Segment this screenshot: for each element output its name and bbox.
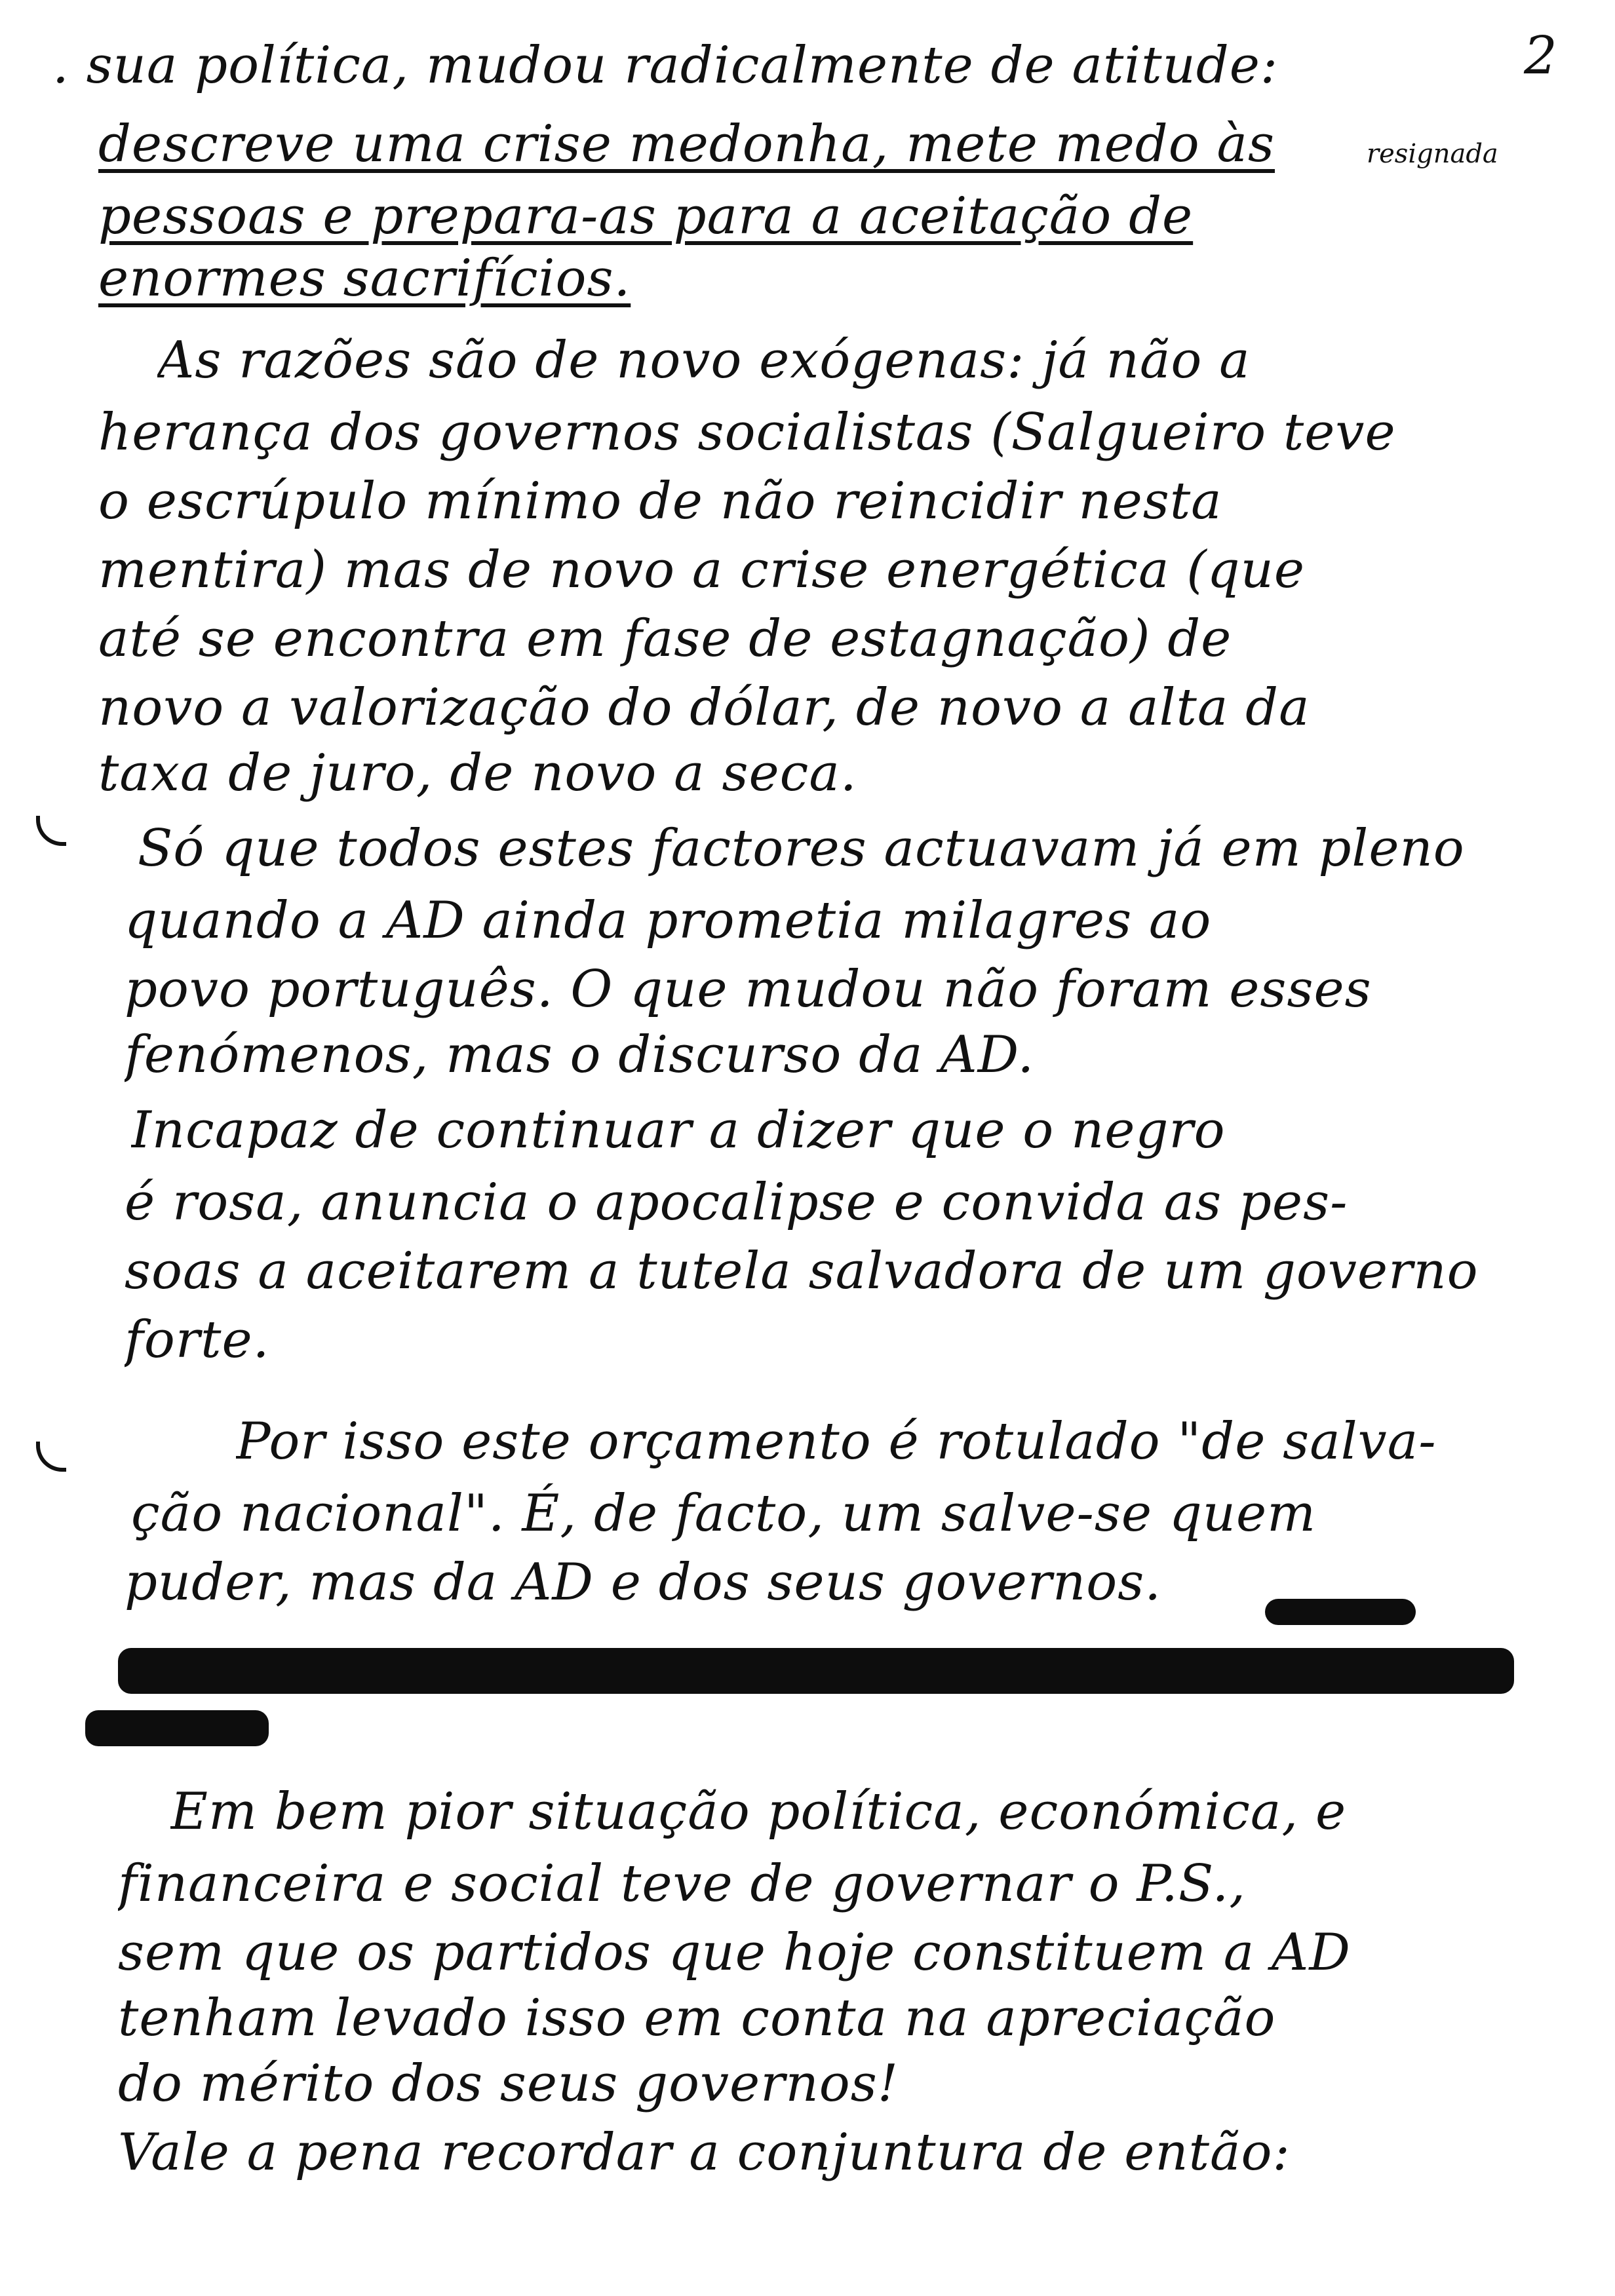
text-line-27: sem que os partidos que hoje constituem a AD bbox=[118, 1923, 1351, 1982]
text-line-14: povo português. O que mudou não foram esses bbox=[125, 960, 1372, 1019]
text-line-6: herança dos governos socialistas (Salgueiro teve bbox=[98, 403, 1396, 462]
text-line-10: novo a valorização do dólar, de novo a alta da bbox=[98, 678, 1310, 737]
text-line-2: descreve uma crise medonha, mete medo às bbox=[98, 115, 1275, 174]
text-line-21: ção nacional". É, de facto, um salve-se quem bbox=[131, 1484, 1317, 1543]
redaction-bar-2 bbox=[118, 1648, 1514, 1694]
text-line-5: As razões são de novo exógenas: já não a bbox=[157, 331, 1251, 390]
text-line-15: fenómenos, mas o discurso da AD. bbox=[125, 1025, 1035, 1084]
text-line-8: mentira) mas de novo a crise energética (que bbox=[98, 541, 1306, 600]
text-line-25: Em bem pior situação política, económica, e bbox=[170, 1782, 1347, 1841]
text-line-18: soas a aceitarem a tutela salvadora de um governo bbox=[125, 1242, 1479, 1301]
text-line-4: enormes sacrifícios. bbox=[98, 249, 631, 308]
text-line-12: Só que todos estes factores actuavam já em pleno bbox=[138, 819, 1465, 878]
text-line-3: pessoas e prepara-as para a aceitação de bbox=[98, 187, 1194, 246]
redaction-bar-3 bbox=[85, 1710, 269, 1746]
text-line-13: quando a AD ainda prometia milagres ao bbox=[125, 891, 1212, 950]
insertion-note: resignada bbox=[1367, 139, 1498, 169]
text-line-22: puder, mas da AD e dos seus governos. bbox=[125, 1553, 1162, 1612]
page-number: 2 bbox=[1524, 25, 1557, 86]
text-line-30: Vale a pena recordar a conjuntura de então: bbox=[118, 2123, 1291, 2182]
text-line-29: do mérito dos seus governos! bbox=[118, 2054, 899, 2113]
text-line-16: Incapaz de continuar a dizer que o negro bbox=[131, 1101, 1226, 1160]
margin-mark bbox=[36, 816, 66, 846]
margin-mark-2 bbox=[36, 1442, 66, 1472]
text-line-7: o escrúpulo mínimo de não reincidir nesta bbox=[98, 472, 1222, 531]
text-line-9: até se encontra em fase de estagnação) de bbox=[98, 609, 1232, 668]
text-line-17: é rosa, anuncia o apocalipse e convida as pes- bbox=[125, 1173, 1348, 1232]
text-line-26: financeira e social teve de governar o P.S., bbox=[118, 1854, 1247, 1913]
text-line-20: Por isso este orçamento é rotulado "de salva- bbox=[236, 1412, 1437, 1471]
text-line-1: . sua política, mudou radicalmente de atitude: bbox=[52, 36, 1279, 95]
text-line-11: taxa de juro, de novo a seca. bbox=[98, 744, 857, 803]
text-line-19: forte. bbox=[125, 1311, 270, 1369]
text-line-28: tenham levado isso em conta na apreciação bbox=[118, 1989, 1276, 2048]
redaction-bar-1 bbox=[1265, 1599, 1416, 1625]
